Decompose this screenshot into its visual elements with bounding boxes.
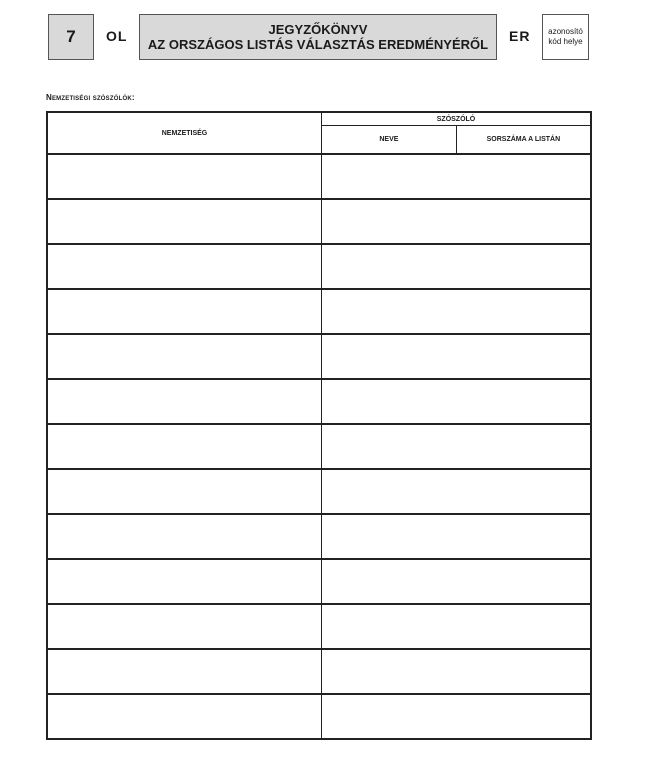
- nationality-cell[interactable]: [47, 604, 322, 649]
- section-label: [46, 93, 135, 102]
- column-header-list-order: SORSZÁMA A LISTÁN: [456, 126, 591, 155]
- column-header-spokesperson: SZÓSZÓLÓ: [322, 112, 592, 126]
- table-row: [47, 559, 591, 604]
- table-row: [47, 649, 591, 694]
- nationality-cell[interactable]: [47, 379, 322, 424]
- nationality-cell[interactable]: [47, 424, 322, 469]
- spokesperson-cell[interactable]: [322, 514, 592, 559]
- nationality-cell[interactable]: [47, 559, 322, 604]
- document-title: [139, 14, 497, 60]
- nationality-spokespersons-table: [46, 111, 592, 740]
- spokesperson-cell[interactable]: [322, 424, 592, 469]
- table-row: [47, 244, 591, 289]
- nationality-cell[interactable]: [47, 154, 322, 199]
- spokesperson-cell[interactable]: [322, 469, 592, 514]
- spokesperson-cell[interactable]: [322, 604, 592, 649]
- table-row: [47, 154, 591, 199]
- nationality-cell[interactable]: [47, 199, 322, 244]
- nationality-cell[interactable]: [47, 334, 322, 379]
- id-code-placeholder: azonosító kód helye: [542, 14, 589, 60]
- column-header-name: NEVE: [322, 126, 457, 155]
- spokesperson-cell[interactable]: [322, 559, 592, 604]
- nationality-cell[interactable]: [47, 469, 322, 514]
- table-row: [47, 469, 591, 514]
- nationality-cell[interactable]: [47, 649, 322, 694]
- table-row: [47, 694, 591, 739]
- table-row: [47, 379, 591, 424]
- spokesperson-cell[interactable]: [322, 334, 592, 379]
- spokesperson-cell[interactable]: [322, 244, 592, 289]
- nationality-cell[interactable]: [47, 244, 322, 289]
- table-row: [47, 199, 591, 244]
- page-number: 7: [48, 14, 94, 60]
- nationality-cell[interactable]: [47, 694, 322, 739]
- form-code-left: OL: [106, 28, 128, 44]
- spokesperson-cell[interactable]: [322, 649, 592, 694]
- table-row: [47, 334, 591, 379]
- spokesperson-cell[interactable]: [322, 289, 592, 334]
- nationality-cell[interactable]: [47, 514, 322, 559]
- document-title-line-1: JEGYZŐKÖNYV: [268, 22, 368, 37]
- form-code-right: ER: [509, 28, 531, 44]
- table-row: [47, 514, 591, 559]
- spokesperson-cell[interactable]: [322, 199, 592, 244]
- table-row: [47, 289, 591, 334]
- column-header-nationality: NEMZETISÉG: [47, 112, 322, 154]
- table-row: [47, 604, 591, 649]
- document-title-line-2: AZ ORSZÁGOS LISTÁS VÁLASZTÁS EREDMÉNYÉRŐL: [147, 37, 489, 52]
- spokesperson-cell[interactable]: [322, 379, 592, 424]
- spokesperson-cell[interactable]: [322, 154, 592, 199]
- table-row: [47, 424, 591, 469]
- table-body: [47, 154, 591, 739]
- section-label-text: Nemzetiségi szószólók:: [46, 93, 135, 102]
- nationality-cell[interactable]: [47, 289, 322, 334]
- spokesperson-cell[interactable]: [322, 694, 592, 739]
